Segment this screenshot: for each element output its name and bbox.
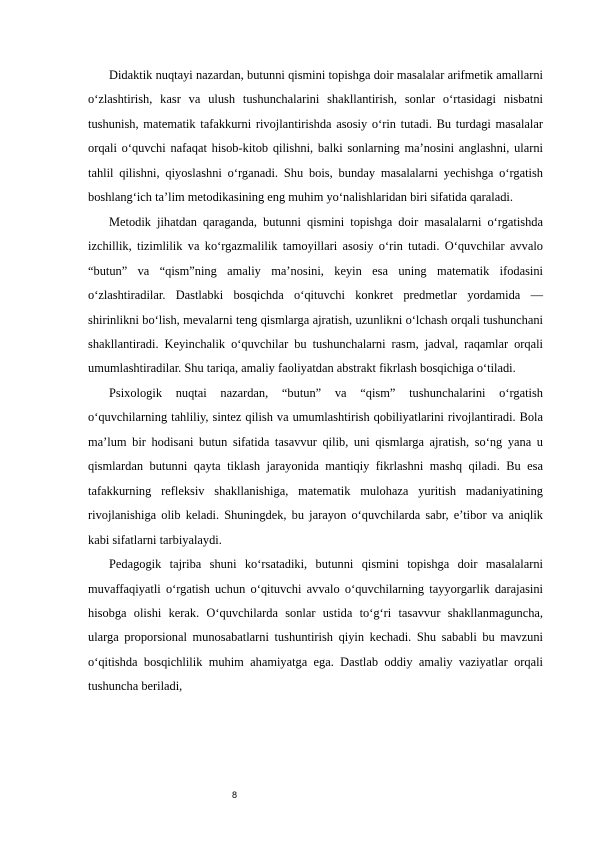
page-number <box>0 790 595 800</box>
paragraph-pedagogical: Pedagogik tajriba shuni ko‘rsatadiki, butunni qismini topishga doir masalalarni muvaffaqiyatli o‘rgatish uchun o‘qituvchi avvalo o‘quvchilarning tayyorgarlik darajasini hisobga olishi kerak. O‘quvchilarda sonlar ustida to‘g‘ri tasavvur shakllanmaguncha, ularga proporsional munosabatlarni tushuntirish qiyin kechadi. Shu sababli bu mavzuni o‘qitishda bosqichlilik muhim ahamiyatga ega. Dastlab oddiy amaliy vaziyatlar orqali tushuncha beriladi, <box>88 557 543 694</box>
paragraph-psychological: Psixologik nuqtai nazardan, “butun” va “qism” tushunchalarini o‘rgatish o‘quvchilarning tahliliy, sintez qilish va umumlashtirish qobiliyatlarini rivojlantiradi. Bola ma’lum bir hodisani butun sifatida tasavvur qilib, uni qismlarga ajratish, so‘ng yana u qismlardan butunni qayta tiklash jarayonida mantiqiy fikrlashni mashq qiladi. Bu esa tafakkurning refleksiv shakllanishiga, matematik mulohaza yuritish madaniyatining rivojlanishiga olib keladi. Shuningdek, bu jarayon o‘quvchilarda sabr, e’tibor va aniqlik kabi sifatlarni tarbiyalaydi. <box>88 385 543 547</box>
document-body <box>88 63 543 699</box>
page-number-label: 8 <box>231 790 237 800</box>
paragraph-methodical: Metodik jihatdan qaraganda, butunni qismini topishga doir masalalarni o‘rgatishda izchillik, tizimlilik va ko‘rgazmalilik tamoyillari asosiy o‘rin tutadi. O‘quvchilar avvalo “butun” va “qism”ning amaliy ma’nosini, keyin esa uning matematik ifodasini o‘zlashtiradilar. Dastlabki bosqichda o‘qituvchi konkret predmetlar yordamida — shirinlikni bo‘lish, mevalarni teng qismlarga ajratish, uzunlikni o‘lchash orqali tushunchani shakllantiradi. Keyinchalik o‘quvchilar bu tushunchalarni rasm, jadval, raqamlar orqali umumlashtiradilar. Shu tariqa, amaliy faoliyatdan abstrakt fikrlash bosqichiga o‘tiladi. <box>88 214 543 376</box>
paragraph-didactic: Didaktik nuqtayi nazardan, butunni qismini topishga doir masalalar arifmetik amallarni o‘zlashtirish, kasr va ulush tushunchalarini shakllantirish, sonlar o‘rtasidagi nisbatni tushunish, matematik tafakkurni rivojlantirishda asosiy o‘rin tutadi. Bu turdagi masalalar orqali o‘quvchi nafaqat hisob-kitob qilishni, balki sonlarning ma’nosini anglashni, ularni tahlil qilishni, qiyoslashni o‘rganadi. Shu bois, bunday masalalarni yechishga o‘rgatish boshlang‘ich ta’lim metodikasining eng muhim yo‘nalishlaridan biri sifatida qaraladi. <box>88 68 543 205</box>
